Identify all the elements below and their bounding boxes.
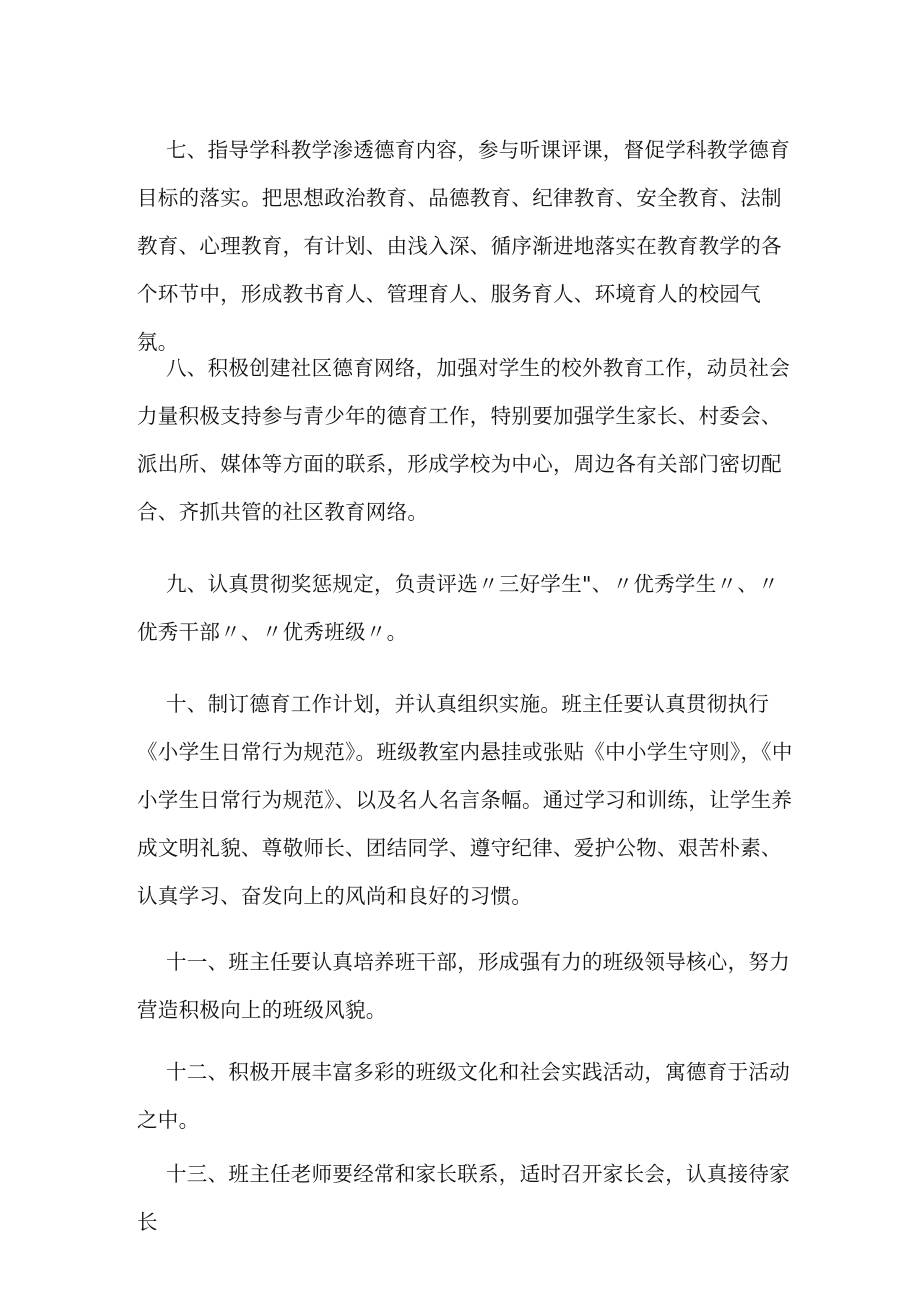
paragraph-10: 十、制订德育工作计划，并认真组织实施。班主任要认真贯彻执行《小学生日常行为规范》。班级教室内悬挂或张贴《中小学生守则》，《中小学生日常行为规范》、以及名人名言条幅。通过学习和训练，让学生养成文明礼貌、尊敬师长、团结同学、遵守纪律、爱护公物、艰苦朴素、认真学习、奋发向上的风尚和良好的习惯。 bbox=[137, 692, 793, 908]
paragraph-7: 七、指导学科教学渗透德育内容，参与听课评课，督促学科教学德育目标的落实。把思想政治教育、品德教育、纪律教育、安全教育、法制教育、心理教育，有计划、由浅入深、循序渐进地落实在教育教学的各个环节中，形成教书育人、管理育人、服务育人、环境育人的校园气氛。 bbox=[137, 138, 790, 354]
paragraph-9: 九、认真贯彻奖惩规定，负责评选〃三好学生"、〃优秀学生〃、〃优秀干部〃、〃优秀班级〃。 bbox=[137, 572, 779, 644]
paragraph-13: 十三、班主任老师要经常和家长联系，适时召开家长会，认真接待家长 bbox=[137, 1162, 790, 1234]
paragraph-12: 十二、积极开展丰富多彩的班级文化和社会实践活动，寓德育于活动之中。 bbox=[137, 1060, 790, 1132]
paragraph-11: 十一、班主任要认真培养班干部，形成强有力的班级领导核心，努力营造积极向上的班级风貌。 bbox=[137, 950, 790, 1022]
paragraph-8: 八、积极创建社区德育网络，加强对学生的校外教育工作，动员社会力量积极支持参与青少年的德育工作，特别要加强学生家长、村委会、派出所、媒体等方面的联系，形成学校为中心，周边各有关部门密切配合、齐抓共管的社区教育网络。 bbox=[137, 356, 790, 524]
